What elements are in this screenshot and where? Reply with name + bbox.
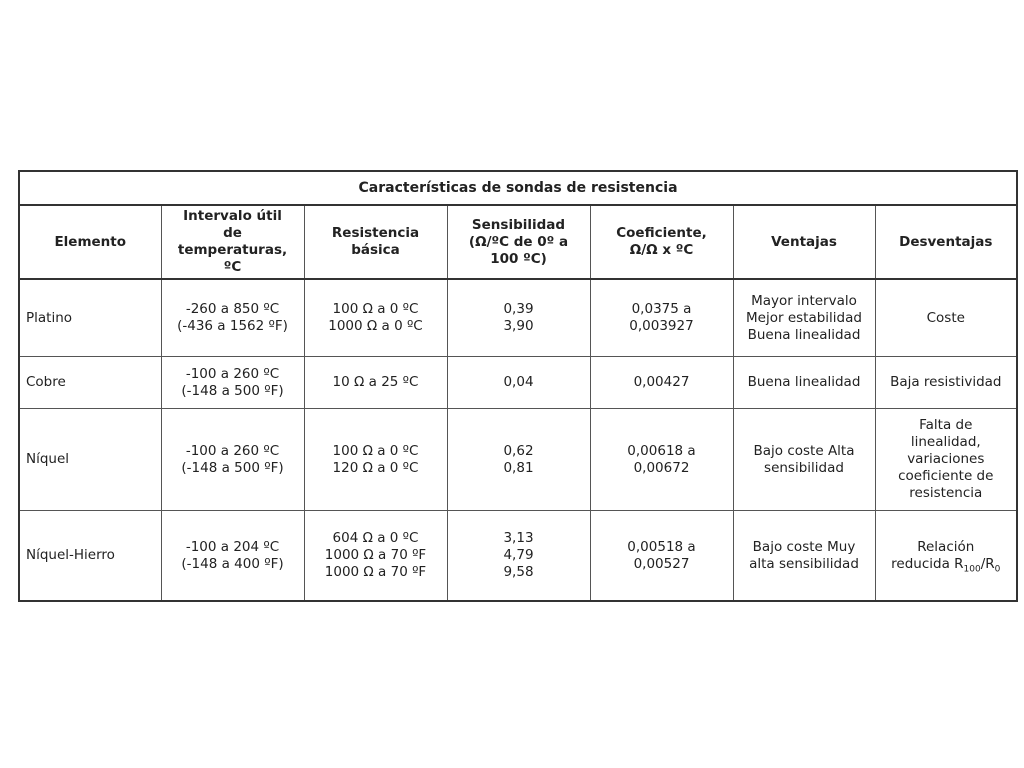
- cell-intervalo: -260 a 850 ºC (-436 a 1562 ºF): [161, 279, 304, 357]
- cell-elemento: Platino: [19, 279, 161, 357]
- cell-sensibilidad: 0,39 3,90: [447, 279, 590, 357]
- cell-resistencia: 100 Ω a 0 ºC 1000 Ω a 0 ºC: [304, 279, 447, 357]
- table-title: Características de sondas de resistencia: [19, 171, 1017, 205]
- cell-sensibilidad: 0,62 0,81: [447, 409, 590, 511]
- cell-coeficiente: 0,00427: [590, 357, 733, 409]
- cell-resistencia: 604 Ω a 0 ºC 1000 Ω a 70 ºF 1000 Ω a 70 ºF: [304, 511, 447, 602]
- subscript-0: 0: [994, 564, 1001, 575]
- cell-intervalo: -100 a 204 ºC (-148 a 400 ºF): [161, 511, 304, 602]
- cell-desventajas: Coste: [875, 279, 1017, 357]
- cell-ventajas: Bajo coste Alta sensibilidad: [733, 409, 875, 511]
- table-header-row: [19, 205, 1017, 279]
- header-ventajas: Ventajas: [733, 205, 875, 279]
- cell-coeficiente: 0,00618 a 0,00672: [590, 409, 733, 511]
- cell-intervalo: -100 a 260 ºC (-148 a 500 ºF): [161, 357, 304, 409]
- header-coeficiente: Coeficiente, Ω/Ω x ºC: [590, 205, 733, 279]
- cell-sensibilidad: 0,04: [447, 357, 590, 409]
- cell-intervalo: -100 a 260 ºC (-148 a 500 ºF): [161, 409, 304, 511]
- resistance-probes-table-container: [18, 170, 1016, 602]
- desventajas-separator: /R: [980, 555, 995, 572]
- header-desventajas: Desventajas: [875, 205, 1017, 279]
- cell-elemento: Níquel-Hierro: [19, 511, 161, 602]
- cell-sensibilidad: 3,13 4,79 9,58: [447, 511, 590, 602]
- cell-ventajas: Mayor intervalo Mejor estabilidad Buena linealidad: [733, 279, 875, 357]
- resistance-probes-table: [18, 170, 1018, 602]
- header-sensibilidad: Sensibilidad (Ω/ºC de 0º a 100 ºC): [447, 205, 590, 279]
- header-intervalo: Intervalo útil de temperaturas, ºC: [161, 205, 304, 279]
- cell-elemento: Níquel: [19, 409, 161, 511]
- header-resistencia: Resistencia básica: [304, 205, 447, 279]
- table-row: [19, 357, 1017, 409]
- desventajas-line2-prefix: reducida R: [891, 555, 964, 572]
- cell-resistencia: 10 Ω a 25 ºC: [304, 357, 447, 409]
- header-elemento: Elemento: [19, 205, 161, 279]
- cell-ventajas: Buena linealidad: [733, 357, 875, 409]
- subscript-100: 100: [963, 564, 981, 575]
- table-title-row: [19, 171, 1017, 205]
- cell-resistencia: 100 Ω a 0 ºC 120 Ω a 0 ºC: [304, 409, 447, 511]
- cell-coeficiente: 0,00518 a 0,00527: [590, 511, 733, 602]
- cell-desventajas: [875, 511, 1017, 602]
- table-row: [19, 511, 1017, 602]
- cell-desventajas: Falta de linealidad, variaciones coeficiente de resistencia: [875, 409, 1017, 511]
- table-row: [19, 409, 1017, 511]
- cell-coeficiente: 0,0375 a 0,003927: [590, 279, 733, 357]
- table-row: [19, 279, 1017, 357]
- cell-elemento: Cobre: [19, 357, 161, 409]
- cell-desventajas: Baja resistividad: [875, 357, 1017, 409]
- cell-ventajas: Bajo coste Muy alta sensibilidad: [733, 511, 875, 602]
- desventajas-line1: Relación: [917, 538, 975, 555]
